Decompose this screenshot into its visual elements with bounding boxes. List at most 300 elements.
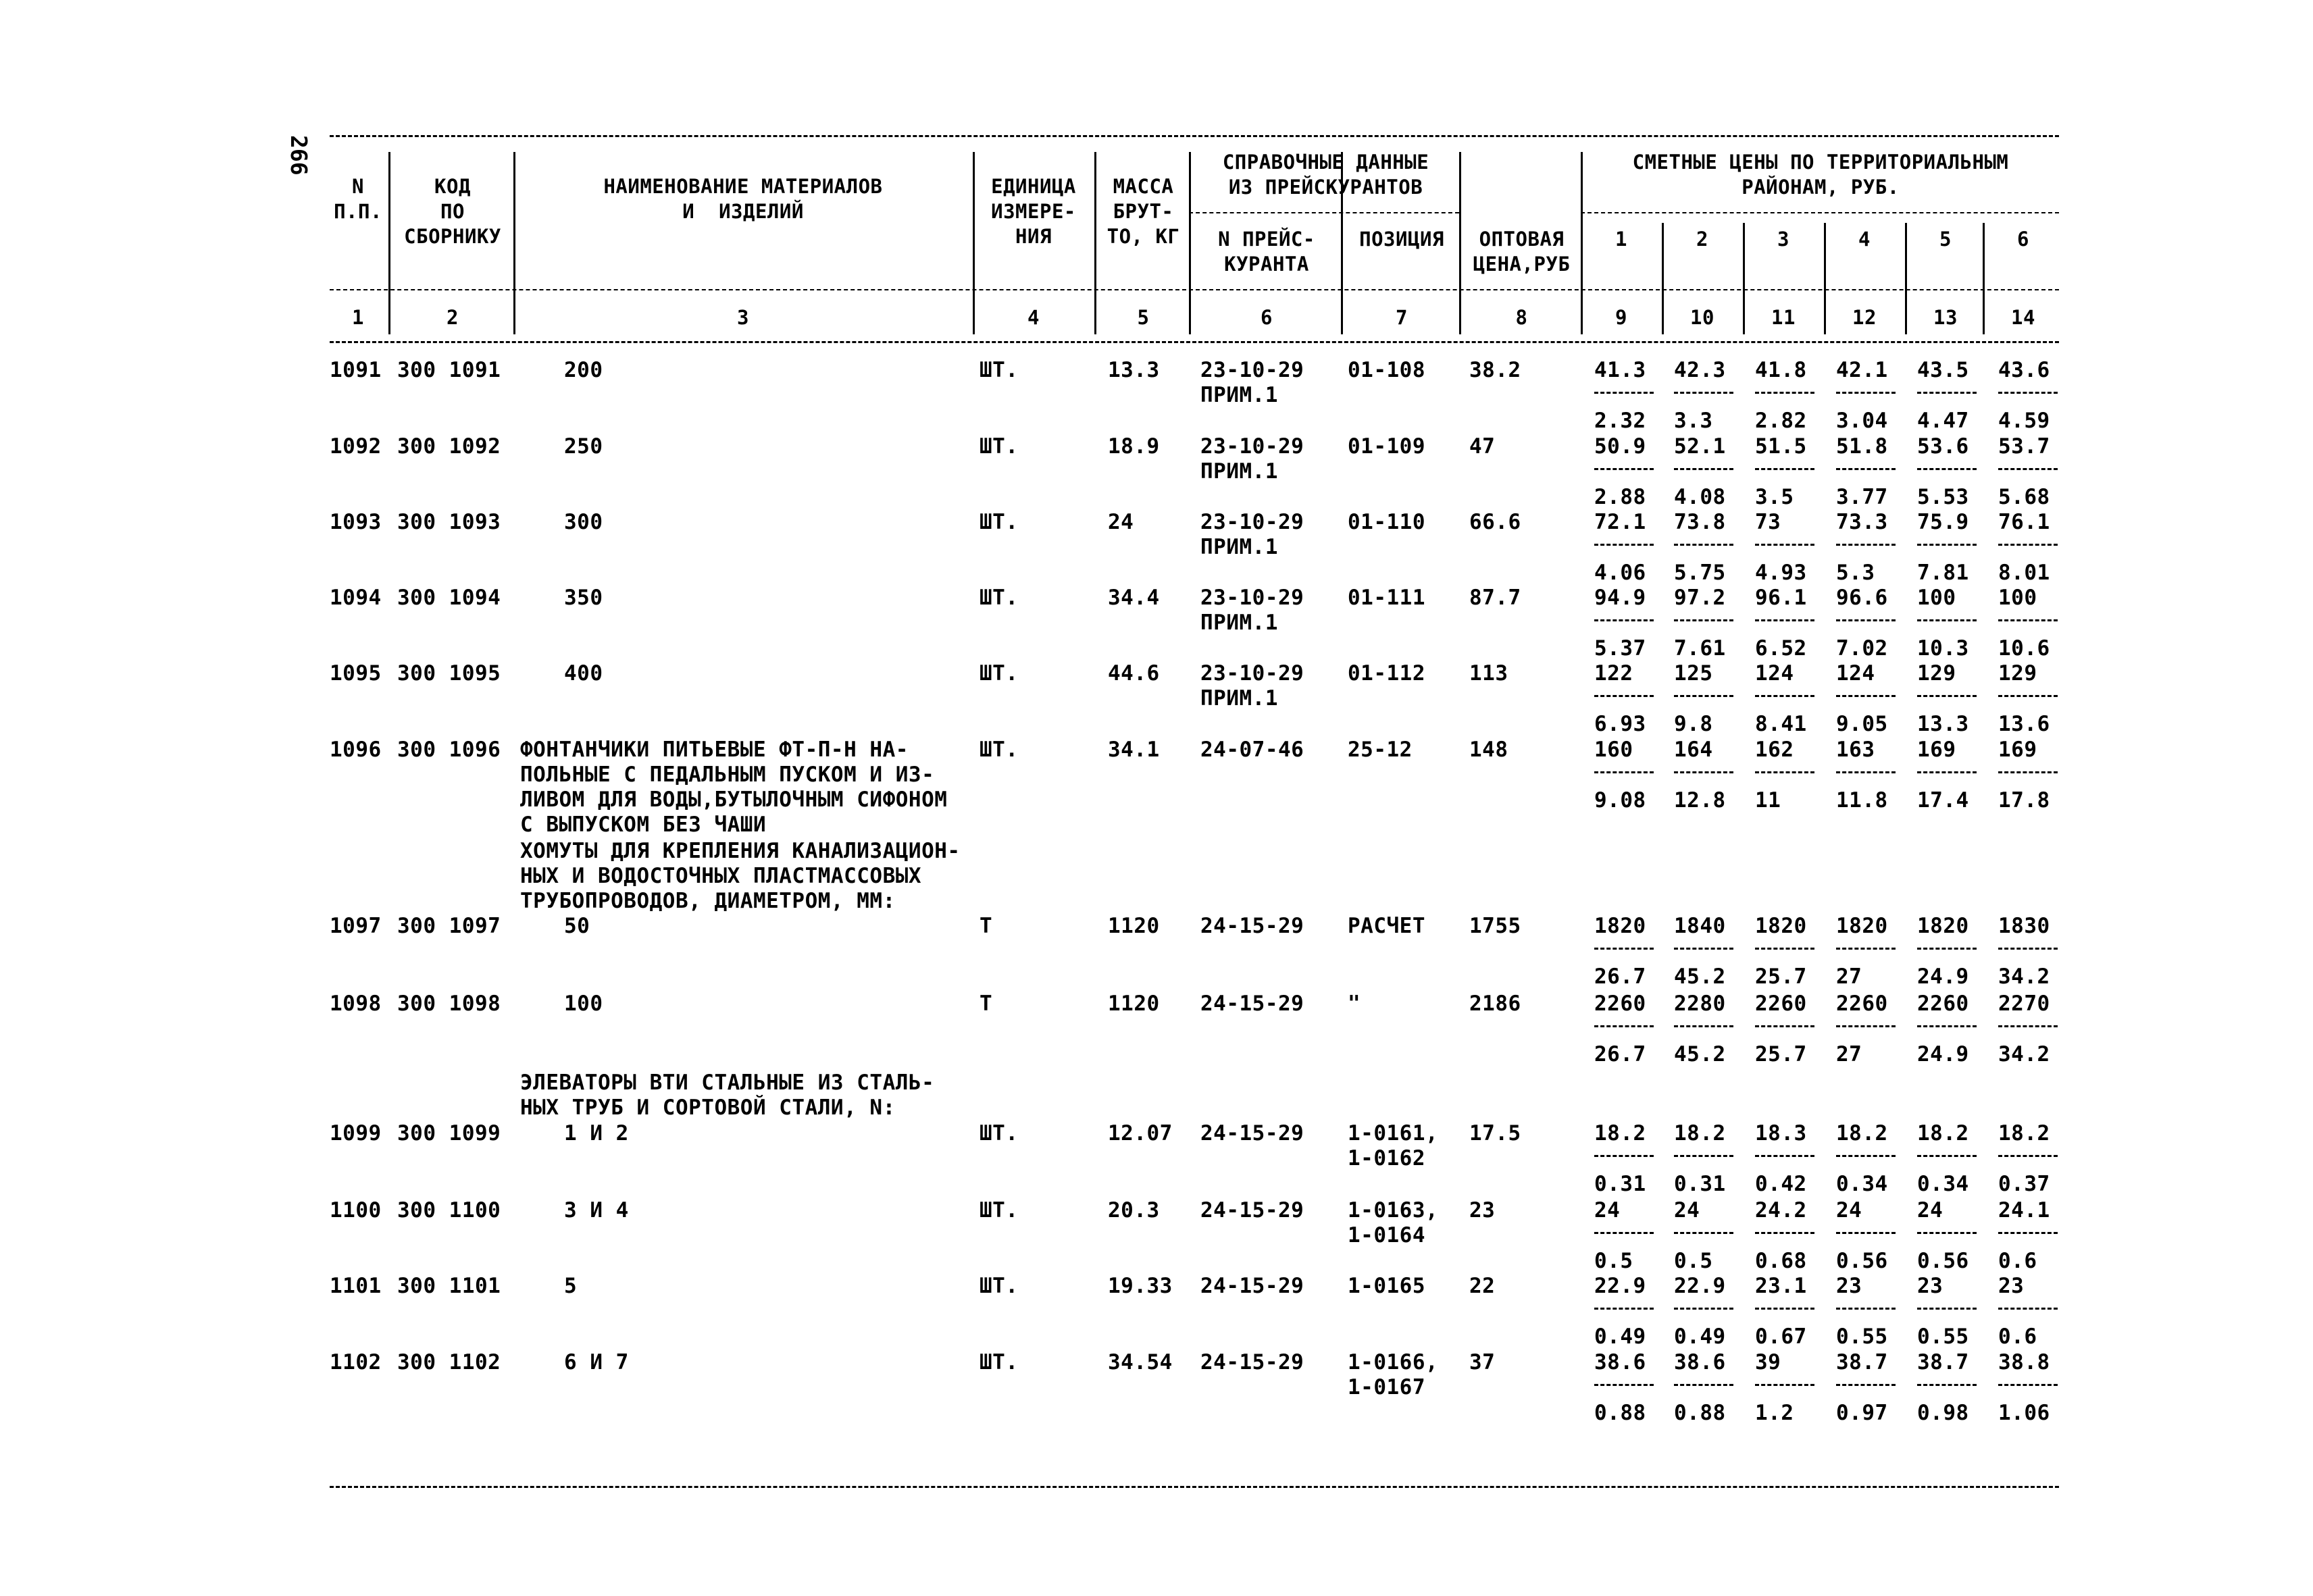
row-region-wage: 0.56 [1917, 1249, 1969, 1273]
row-position: 1-0161, [1348, 1121, 1439, 1145]
row-region-wage: 26.7 [1594, 1042, 1646, 1066]
fraction-bar [1755, 619, 1814, 621]
price-group-rule [1581, 212, 2059, 213]
header-col-wholesale: ЦЕНА,РУБ [1473, 253, 1571, 276]
row-number: 1098 [330, 992, 382, 1016]
row-unit: ШТ. [980, 434, 1019, 459]
row-region-price: 164 [1674, 738, 1713, 762]
row-pricelist: 24-15-29 [1200, 1121, 1304, 1145]
fraction-bar [1674, 1308, 1733, 1310]
row-name: ЛИВОМ ДЛЯ ВОДЫ,БУТЫЛОЧНЫМ СИФОНОМ [520, 788, 948, 812]
row-pricelist: 24-15-29 [1200, 1198, 1304, 1222]
fraction-bar [1998, 1232, 2058, 1234]
row-region-price: 2260 [1594, 992, 1646, 1016]
fraction-bar [1674, 1384, 1733, 1386]
row-pricelist: 23-10-29 [1200, 434, 1304, 459]
fraction-bar [1998, 695, 2058, 697]
row-mass: 13.3 [1108, 358, 1160, 382]
row-region-price: 38.7 [1917, 1350, 1969, 1374]
row-mass: 34.4 [1108, 586, 1160, 610]
row-region-wage: 2.88 [1594, 485, 1646, 509]
fraction-bar [1674, 1025, 1733, 1027]
row-region-price: 24.2 [1755, 1198, 1807, 1222]
row-region-price: 23 [1836, 1274, 1862, 1298]
header-column-separator [388, 152, 390, 334]
row-region-wage: 7.61 [1674, 636, 1726, 661]
fraction-bar [1917, 695, 1977, 697]
row-region-price: 124 [1755, 661, 1794, 686]
row-name: 250 [564, 434, 603, 459]
row-region-wage: 45.2 [1674, 1042, 1726, 1066]
header-col-npp: N [352, 175, 364, 198]
row-unit: ШТ. [980, 510, 1019, 534]
fraction-bar [1755, 1308, 1814, 1310]
row-region-price: 38.8 [1998, 1350, 2050, 1374]
row-region-price: 52.1 [1674, 434, 1726, 459]
row-number: 1095 [330, 661, 382, 686]
row-region-wage: 4.59 [1998, 409, 2050, 433]
row-wholesale-price: 113 [1469, 661, 1508, 686]
fraction-bar [1998, 619, 2058, 621]
row-region-price: 18.2 [1917, 1121, 1969, 1145]
row-region-wage: 0.31 [1674, 1172, 1726, 1196]
row-region-wage: 10.3 [1917, 636, 1969, 661]
fraction-bar [1836, 619, 1896, 621]
row-name: 350 [564, 586, 603, 610]
row-region-wage: 7.81 [1917, 561, 1969, 585]
fraction-bar [1755, 1025, 1814, 1027]
row-wholesale-price: 23 [1469, 1198, 1496, 1222]
row-position: 1-0165 [1348, 1274, 1425, 1298]
row-pricelist: ПРИМ.1 [1200, 383, 1278, 407]
fraction-bar [1594, 619, 1654, 621]
row-region-price: 2260 [1755, 992, 1807, 1016]
row-name: 200 [564, 358, 603, 382]
row-unit: ШТ. [980, 1274, 1019, 1298]
fraction-bar [1917, 1025, 1977, 1027]
row-region-wage: 0.55 [1836, 1324, 1888, 1349]
row-unit: ШТ. [980, 1121, 1019, 1145]
fraction-bar [1674, 695, 1733, 697]
fraction-bar [1594, 948, 1654, 950]
row-number: 1101 [330, 1274, 382, 1298]
row-region-wage: 0.6 [1998, 1249, 2037, 1273]
fraction-bar [1674, 1155, 1733, 1157]
row-region-price: 1820 [1917, 914, 1969, 938]
header-col-unit: ИЗМЕРЕ- [991, 200, 1076, 223]
fraction-bar [1594, 544, 1654, 546]
row-pricelist: 24-07-46 [1200, 738, 1304, 762]
row-region-wage: 0.49 [1674, 1324, 1726, 1349]
row-region-wage: 4.08 [1674, 485, 1726, 509]
row-region-price: 2280 [1674, 992, 1726, 1016]
header-region-5: 5 [1939, 228, 1952, 251]
ref-group-rule [1189, 212, 1459, 213]
row-mass: 44.6 [1108, 661, 1160, 686]
fraction-bar [1755, 1384, 1814, 1386]
row-region-wage: 9.8 [1674, 712, 1713, 736]
row-region-wage: 4.93 [1755, 561, 1807, 585]
row-number: 1096 [330, 738, 382, 762]
fraction-bar [1594, 1155, 1654, 1157]
row-pricelist: 24-15-29 [1200, 992, 1304, 1016]
region-column-separator [1905, 223, 1907, 334]
row-region-price: 169 [1917, 738, 1956, 762]
header-region-6: 6 [2017, 228, 2029, 251]
row-pricelist: 23-10-29 [1200, 661, 1304, 686]
row-region-price: 124 [1836, 661, 1875, 686]
row-position: 01-110 [1348, 510, 1425, 534]
row-mass: 24 [1108, 510, 1134, 534]
row-unit: Т [980, 992, 993, 1016]
fraction-bar [1594, 695, 1654, 697]
header-col-number: 6 [1261, 306, 1273, 329]
row-region-price: 18.2 [1674, 1121, 1726, 1145]
row-region-price: 38.7 [1836, 1350, 1888, 1374]
fraction-bar [1998, 1025, 2058, 1027]
row-region-wage: 45.2 [1674, 964, 1726, 989]
row-region-wage: 3.3 [1674, 409, 1713, 433]
row-region-price: 1830 [1998, 914, 2050, 938]
row-code: 300 1098 [397, 992, 501, 1016]
row-region-wage: 6.52 [1755, 636, 1807, 661]
row-unit: Т [980, 914, 993, 938]
row-region-price: 41.3 [1594, 358, 1646, 382]
fraction-bar [1917, 1384, 1977, 1386]
row-region-wage: 26.7 [1594, 964, 1646, 989]
row-position: 01-109 [1348, 434, 1425, 459]
row-wholesale-price: 2186 [1469, 992, 1521, 1016]
row-wholesale-price: 1755 [1469, 914, 1521, 938]
row-number: 1094 [330, 586, 382, 610]
row-pricelist: 23-10-29 [1200, 510, 1304, 534]
row-mass: 12.07 [1108, 1121, 1173, 1145]
row-number: 1100 [330, 1198, 382, 1222]
fraction-bar [1594, 392, 1654, 394]
row-name: С ВЫПУСКОМ БЕЗ ЧАШИ [520, 813, 767, 837]
group-title-elevators: ЭЛЕВАТОРЫ ВТИ СТАЛЬНЫЕ ИЗ СТАЛЬ- [520, 1071, 935, 1095]
row-region-price: 100 [1917, 586, 1956, 610]
header-column-separator [1459, 152, 1461, 334]
row-region-price: 53.6 [1917, 434, 1969, 459]
row-position: 1-0163, [1348, 1198, 1439, 1222]
row-region-price: 43.6 [1998, 358, 2050, 382]
fraction-bar [1836, 468, 1896, 470]
row-name: 400 [564, 661, 603, 686]
header-price-group: РАЙОНАМ, РУБ. [1742, 176, 1900, 199]
row-region-wage: 0.31 [1594, 1172, 1646, 1196]
row-pricelist: ПРИМ.1 [1200, 611, 1278, 635]
row-name: 50 [564, 914, 590, 938]
row-number: 1097 [330, 914, 382, 938]
row-region-wage: 13.3 [1917, 712, 1969, 736]
row-name: 6 И 7 [564, 1350, 629, 1374]
row-pricelist: 24-15-29 [1200, 1350, 1304, 1374]
row-wholesale-price: 47 [1469, 434, 1496, 459]
row-region-wage: 0.5 [1674, 1249, 1713, 1273]
header-col-wholesale: ОПТОВАЯ [1479, 228, 1565, 251]
row-region-wage: 0.49 [1594, 1324, 1646, 1349]
header-col-name: НАИМЕНОВАНИЕ МАТЕРИАЛОВ [603, 175, 883, 198]
row-region-wage: 17.4 [1917, 788, 1969, 813]
row-region-wage: 11.8 [1836, 788, 1888, 813]
row-region-price: 163 [1836, 738, 1875, 762]
fraction-bar [1998, 544, 2058, 546]
header-bottom-rule [330, 341, 2059, 343]
group-title-clamps: НЫХ И ВОДОСТОЧНЫХ ПЛАСТМАССОВЫХ [520, 864, 922, 888]
header-ref-group: ИЗ ПРЕЙСКУРАНТОВ [1228, 176, 1423, 199]
row-region-price: 162 [1755, 738, 1794, 762]
row-wholesale-price: 22 [1469, 1274, 1496, 1298]
row-name: 5 [564, 1274, 578, 1298]
header-col-position: ПОЗИЦИЯ [1359, 228, 1444, 251]
header-region-3: 3 [1777, 228, 1789, 251]
fraction-bar [1594, 1384, 1654, 1386]
header-sub-rule [330, 289, 2059, 290]
row-region-price: 24 [1594, 1198, 1621, 1222]
row-wholesale-price: 87.7 [1469, 586, 1521, 610]
row-position: 1-0164 [1348, 1223, 1425, 1247]
row-region-wage: 11 [1755, 788, 1781, 813]
row-mass: 1120 [1108, 914, 1160, 938]
row-region-price: 38.6 [1594, 1350, 1646, 1374]
row-region-price: 76.1 [1998, 510, 2050, 534]
fraction-bar [1917, 948, 1977, 950]
row-region-wage: 3.5 [1755, 485, 1794, 509]
row-region-wage: 0.37 [1998, 1172, 2050, 1196]
row-region-price: 1820 [1594, 914, 1646, 938]
group-title-clamps: ТРУБОПРОВОДОВ, ДИАМЕТРОМ, ММ: [520, 889, 896, 913]
header-col-code: КОД [434, 175, 471, 198]
row-region-price: 75.9 [1917, 510, 1969, 534]
fraction-bar [1755, 1232, 1814, 1234]
header-col-number: 2 [447, 306, 459, 329]
row-number: 1093 [330, 510, 382, 534]
fraction-bar [1755, 695, 1814, 697]
row-region-wage: 0.5 [1594, 1249, 1633, 1273]
group-title-clamps: ХОМУТЫ ДЛЯ КРЕПЛЕНИЯ КАНАЛИЗАЦИОН- [520, 839, 961, 863]
fraction-bar [1836, 1155, 1896, 1157]
fraction-bar [1917, 1232, 1977, 1234]
row-position: 1-0162 [1348, 1146, 1425, 1170]
row-region-price: 1820 [1755, 914, 1807, 938]
row-region-price: 39 [1755, 1350, 1781, 1374]
row-name: 3 И 4 [564, 1198, 629, 1222]
header-col-code: СБОРНИКУ [404, 225, 501, 248]
fraction-bar [1836, 392, 1896, 394]
row-code: 300 1099 [397, 1121, 501, 1145]
fraction-bar [1836, 1384, 1896, 1386]
row-region-price: 72.1 [1594, 510, 1646, 534]
fraction-bar [1594, 1308, 1654, 1310]
fraction-bar [1674, 392, 1733, 394]
row-region-wage: 12.8 [1674, 788, 1726, 813]
row-region-wage: 24.9 [1917, 964, 1969, 989]
row-region-wage: 10.6 [1998, 636, 2050, 661]
row-region-price: 22.9 [1674, 1274, 1726, 1298]
fraction-bar [1674, 771, 1733, 773]
header-region-4: 4 [1858, 228, 1871, 251]
row-wholesale-price: 17.5 [1469, 1121, 1521, 1145]
row-region-price: 18.3 [1755, 1121, 1807, 1145]
row-region-price: 38.6 [1674, 1350, 1726, 1374]
header-region-2: 2 [1696, 228, 1708, 251]
row-region-wage: 0.88 [1594, 1401, 1646, 1425]
row-pricelist: 24-15-29 [1200, 1274, 1304, 1298]
row-region-price: 2260 [1917, 992, 1969, 1016]
row-region-price: 23 [1917, 1274, 1943, 1298]
row-region-wage: 8.41 [1755, 712, 1807, 736]
fraction-bar [1836, 695, 1896, 697]
header-column-separator [1094, 152, 1096, 334]
header-col-number: 11 [1771, 306, 1796, 329]
header-column-separator [513, 152, 515, 334]
row-region-price: 73.8 [1674, 510, 1726, 534]
fraction-bar [1998, 392, 2058, 394]
row-region-price: 24 [1917, 1198, 1943, 1222]
row-region-wage: 34.2 [1998, 964, 2050, 989]
header-col-name: И ИЗДЕЛИЙ [682, 200, 804, 223]
fraction-bar [1917, 544, 1977, 546]
row-code: 300 1095 [397, 661, 501, 686]
row-region-price: 18.2 [1998, 1121, 2050, 1145]
row-region-price: 96.1 [1755, 586, 1807, 610]
header-col-number: 10 [1690, 306, 1714, 329]
row-region-wage: 1.2 [1755, 1401, 1794, 1425]
fraction-bar [1998, 1155, 2058, 1157]
row-name: 1 И 2 [564, 1121, 629, 1145]
row-region-wage: 0.98 [1917, 1401, 1969, 1425]
row-unit: ШТ. [980, 1198, 1019, 1222]
row-position: РАСЧЕТ [1348, 914, 1425, 938]
header-column-separator [1189, 152, 1191, 334]
row-region-price: 94.9 [1594, 586, 1646, 610]
fraction-bar [1836, 771, 1896, 773]
fraction-bar [1755, 392, 1814, 394]
header-col-number: 9 [1615, 306, 1627, 329]
row-region-price: 122 [1594, 661, 1633, 686]
fraction-bar [1836, 948, 1896, 950]
row-wholesale-price: 37 [1469, 1350, 1496, 1374]
row-region-price: 73 [1755, 510, 1781, 534]
row-unit: ШТ. [980, 738, 1019, 762]
region-column-separator [1743, 223, 1745, 334]
row-region-price: 41.8 [1755, 358, 1807, 382]
fraction-bar [1594, 1025, 1654, 1027]
row-region-wage: 2.32 [1594, 409, 1646, 433]
header-ref-group: СПРАВОЧНЫЕ ДАННЫЕ [1222, 151, 1429, 174]
row-number: 1099 [330, 1121, 382, 1145]
row-region-wage: 5.53 [1917, 485, 1969, 509]
row-region-price: 96.6 [1836, 586, 1888, 610]
row-region-wage: 0.67 [1755, 1324, 1807, 1349]
row-region-wage: 5.68 [1998, 485, 2050, 509]
row-position: 1-0167 [1348, 1375, 1425, 1399]
row-region-price: 42.3 [1674, 358, 1726, 382]
fraction-bar [1998, 468, 2058, 470]
row-unit: ШТ. [980, 661, 1019, 686]
fraction-bar [1998, 1384, 2058, 1386]
row-region-wage: 0.56 [1836, 1249, 1888, 1273]
row-number: 1092 [330, 434, 382, 459]
row-position: " [1348, 992, 1361, 1016]
fraction-bar [1998, 948, 2058, 950]
row-region-wage: 0.42 [1755, 1172, 1807, 1196]
fraction-bar [1917, 619, 1977, 621]
header-col-number: 3 [737, 306, 749, 329]
fraction-bar [1998, 771, 2058, 773]
row-mass: 1120 [1108, 992, 1160, 1016]
header-col-number: 5 [1137, 306, 1150, 329]
row-region-wage: 5.37 [1594, 636, 1646, 661]
row-wholesale-price: 148 [1469, 738, 1508, 762]
row-region-price: 43.5 [1917, 358, 1969, 382]
row-pricelist: 24-15-29 [1200, 914, 1304, 938]
row-region-price: 160 [1594, 738, 1633, 762]
row-code: 300 1094 [397, 586, 501, 610]
fraction-bar [1917, 771, 1977, 773]
header-col-number: 8 [1515, 306, 1528, 329]
row-region-price: 42.1 [1836, 358, 1888, 382]
row-region-price: 2260 [1836, 992, 1888, 1016]
row-region-wage: 0.34 [1836, 1172, 1888, 1196]
row-region-price: 51.8 [1836, 434, 1888, 459]
fraction-bar [1674, 1232, 1733, 1234]
row-region-wage: 3.77 [1836, 485, 1888, 509]
row-number: 1102 [330, 1350, 382, 1374]
fraction-bar [1917, 1155, 1977, 1157]
header-col-code: ПО [440, 200, 465, 223]
row-pricelist: 23-10-29 [1200, 358, 1304, 382]
row-region-wage: 6.93 [1594, 712, 1646, 736]
row-mass: 19.33 [1108, 1274, 1173, 1298]
header-col-number: 7 [1396, 306, 1408, 329]
row-region-price: 169 [1998, 738, 2037, 762]
row-mass: 34.1 [1108, 738, 1160, 762]
row-region-price: 73.3 [1836, 510, 1888, 534]
header-column-separator [973, 152, 975, 334]
fraction-bar [1594, 468, 1654, 470]
fraction-bar [1836, 544, 1896, 546]
row-region-price: 125 [1674, 661, 1713, 686]
row-region-price: 24 [1674, 1198, 1700, 1222]
row-region-wage: 13.6 [1998, 712, 2050, 736]
row-mass: 34.54 [1108, 1350, 1173, 1374]
row-region-wage: 0.34 [1917, 1172, 1969, 1196]
row-wholesale-price: 38.2 [1469, 358, 1521, 382]
fraction-bar [1755, 544, 1814, 546]
header-region-1: 1 [1615, 228, 1627, 251]
group-title-elevators: НЫХ ТРУБ И СОРТОВОЙ СТАЛИ, N: [520, 1096, 896, 1120]
row-region-wage: 9.05 [1836, 712, 1888, 736]
row-region-wage: 2.82 [1755, 409, 1807, 433]
row-region-price: 1840 [1674, 914, 1726, 938]
row-region-wage: 0.88 [1674, 1401, 1726, 1425]
row-position: 01-112 [1348, 661, 1425, 686]
row-region-wage: 3.04 [1836, 409, 1888, 433]
header-col-number: 12 [1852, 306, 1877, 329]
row-code: 300 1092 [397, 434, 501, 459]
row-region-wage: 17.8 [1998, 788, 2050, 813]
row-region-price: 23 [1998, 1274, 2025, 1298]
row-position: 01-111 [1348, 586, 1425, 610]
row-mass: 20.3 [1108, 1198, 1160, 1222]
fraction-bar [1917, 1308, 1977, 1310]
fraction-bar [1594, 771, 1654, 773]
row-position: 01-108 [1348, 358, 1425, 382]
row-region-wage: 5.75 [1674, 561, 1726, 585]
row-unit: ШТ. [980, 586, 1019, 610]
